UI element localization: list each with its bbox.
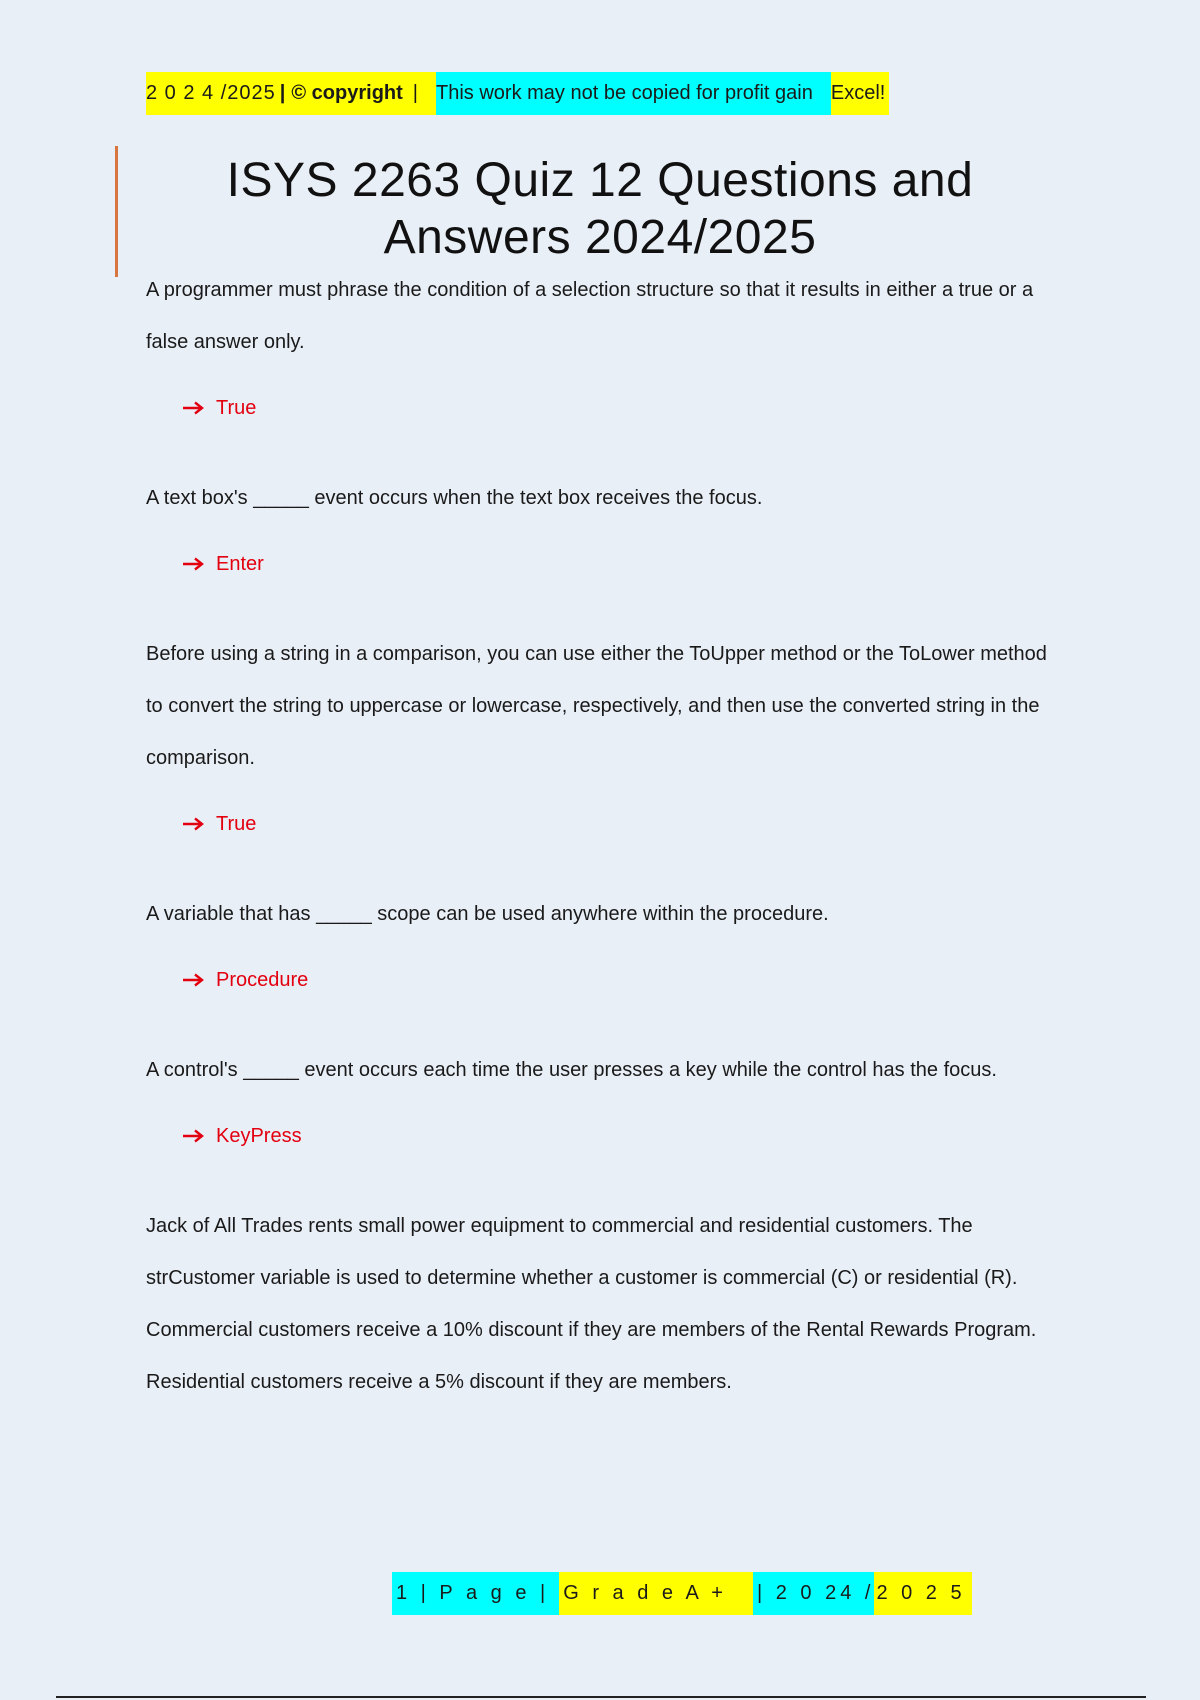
answer-text: True <box>216 396 257 419</box>
footer-banner <box>392 1574 972 1612</box>
question-text: Before using a string in a comparison, you can use either the ToUpper method or the ToLower method to convert the string to uppercase or lowercase, respectively, and then use the converted string in the comparison. <box>146 643 1047 769</box>
answer-row <box>182 544 1066 584</box>
right-arrow-icon <box>182 401 204 415</box>
answer-text: KeyPress <box>216 1124 302 1147</box>
qa-item <box>146 472 1066 584</box>
footer-year-part1: | 2 0 24 / <box>753 1572 874 1615</box>
right-arrow-icon <box>182 1129 204 1143</box>
right-arrow-icon <box>182 557 204 571</box>
question-text: A programmer must phrase the condition of a selection structure so that it results in either a true or a false answer only. <box>146 279 1034 353</box>
header-separator: | <box>280 72 286 115</box>
answer-row <box>182 388 1066 428</box>
question-text: A text box's _____ event occurs when the text box receives the focus. <box>146 487 763 509</box>
header-notice: This work may not be copied for profit gain <box>436 72 831 115</box>
answer-text: Enter <box>216 552 264 575</box>
page-bottom-rule <box>56 1696 1146 1698</box>
scenario-paragraph: Jack of All Trades rents small power equipment to commercial and residential customers. The strCustomer variable is used to determine whether a customer is commercial (C) or residential (R). Commercial customers receive a 10% discount if they are members of the Rental Rewards Program. Residential customers receive a 5% discount if they are members. <box>146 1215 1037 1393</box>
header-banner <box>146 72 889 115</box>
qa-item <box>146 264 1066 428</box>
footer-page-number: 1 | P a g e | <box>392 1572 559 1615</box>
footer-grade: G r a d e A + <box>559 1572 753 1615</box>
right-arrow-icon <box>182 817 204 831</box>
title-accent-bar <box>115 146 118 277</box>
answer-row <box>182 1116 1066 1156</box>
right-arrow-icon <box>182 973 204 987</box>
document-title: ISYS 2263 Quiz 12 Questions and Answers 2024/2025 <box>226 154 974 264</box>
header-excel: Excel! <box>831 72 889 115</box>
qa-item <box>146 1044 1066 1156</box>
footer-year-part2: 2 0 2 5 <box>874 1572 971 1615</box>
qa-item <box>146 888 1066 1000</box>
answer-row <box>182 804 1066 844</box>
qa-content <box>146 264 1066 1408</box>
question-text: A variable that has _____ scope can be used anywhere within the procedure. <box>146 903 829 925</box>
answer-row <box>182 960 1066 1000</box>
header-year: 2 0 2 4 /2025 <box>146 72 280 115</box>
answer-text: True <box>216 812 257 835</box>
qa-item <box>146 628 1066 844</box>
answer-text: Procedure <box>216 968 309 991</box>
header-copyright: © copyright <box>285 72 402 115</box>
question-text: A control's _____ event occurs each time the user presses a key while the control has the focus. <box>146 1059 997 1081</box>
header-separator-2: | <box>403 72 436 115</box>
